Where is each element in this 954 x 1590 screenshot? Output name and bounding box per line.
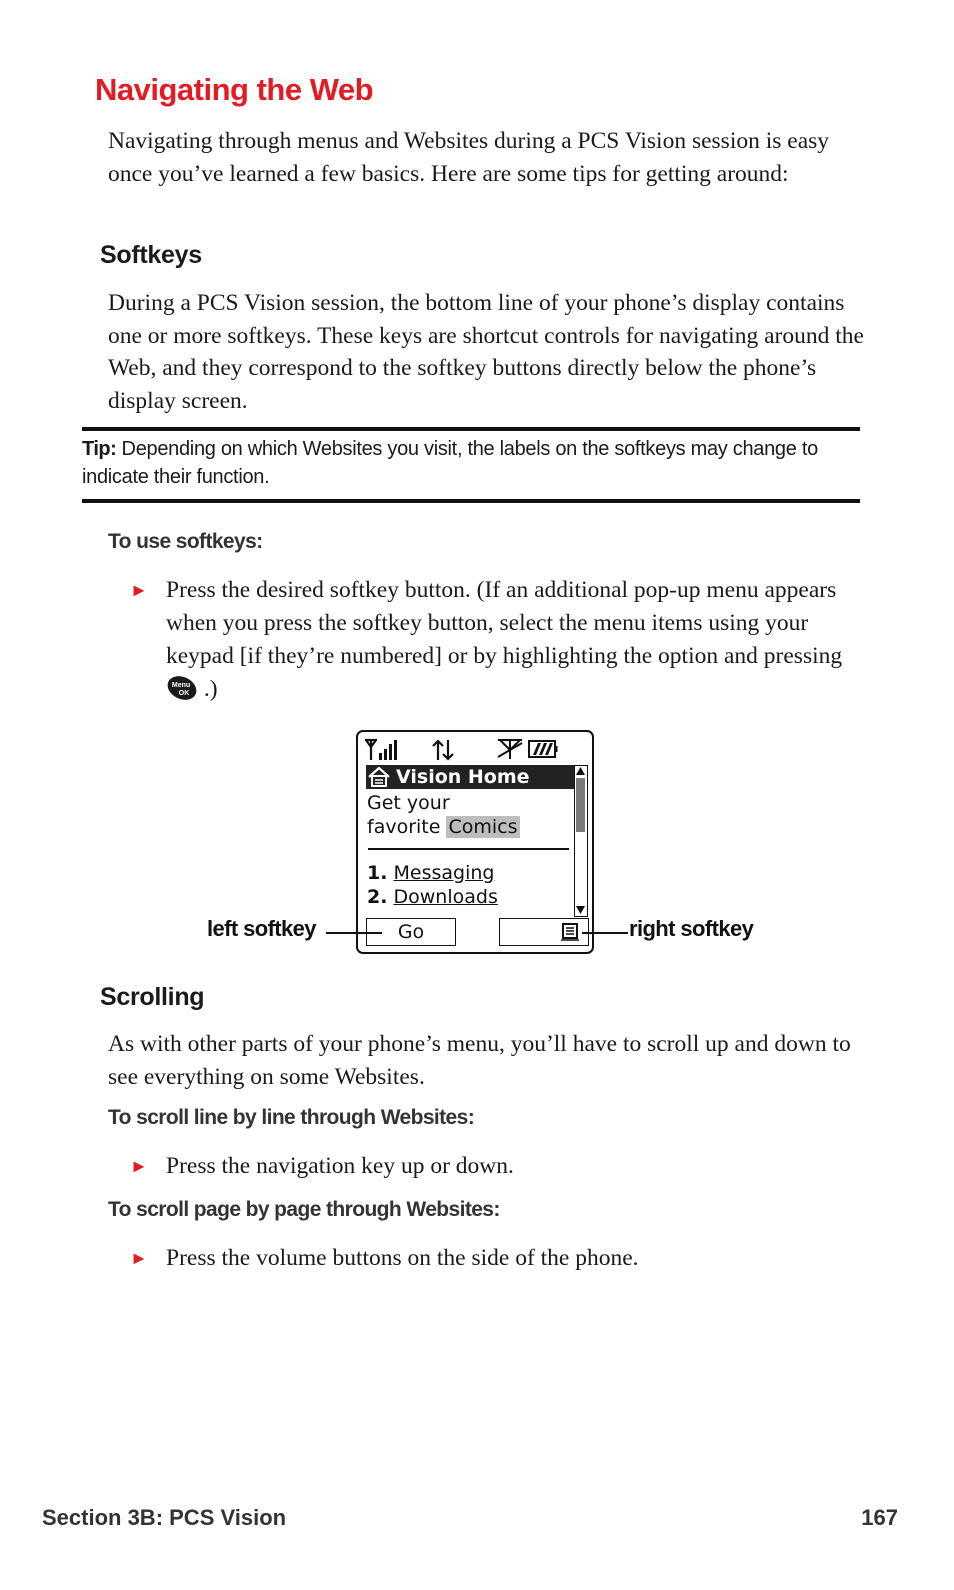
softkeys-paragraph: During a PCS Vision session, the bottom line of your phone’s display contains one or more softkeys. These keys are shortcut controls for navigating around the Web, and they correspond to the softkey buttons directly below the phone’s display screen. — [108, 290, 864, 414]
screen-line-2: favorite Comics — [367, 816, 518, 838]
left-callout-line — [326, 932, 382, 934]
scrollbar-thumb[interactable] — [576, 778, 585, 832]
scroll-line-bullet: ► Press the navigation key up or down. — [130, 1150, 860, 1183]
scrolling-heading: Scrolling — [100, 983, 205, 1011]
data-transfer-icon — [430, 738, 458, 762]
bullet-arrow-icon: ► — [130, 580, 148, 600]
bullet-text-end: .) — [198, 676, 218, 702]
menu-list-icon — [560, 923, 580, 941]
intro-paragraph: Navigating through menus and Websites during a PCS Vision session is easy once you’ve learned a few basics. Here are some tips for getting around: — [108, 128, 830, 187]
scroll-page-subhead: To scroll page by page through Websites: — [108, 1198, 500, 1221]
bullet-arrow-icon: ► — [130, 1248, 148, 1268]
scroll-up-arrow-icon[interactable] — [575, 766, 586, 776]
tip-box — [82, 427, 860, 503]
page-title: Navigating the Web — [95, 72, 374, 107]
signal-strength-icon — [364, 738, 398, 762]
scroll-line-subhead: To scroll line by line through Websites: — [108, 1106, 475, 1129]
scroll-down-arrow-icon[interactable] — [575, 905, 586, 915]
screen-line-1: Get your — [367, 792, 450, 814]
battery-icon — [528, 739, 558, 759]
footer-page-number: 167 — [861, 1505, 898, 1530]
left-softkey-button[interactable]: Go — [366, 918, 456, 946]
scrolling-paragraph: As with other parts of your phone’s menu, you’ll have to scroll up and down to see everything on some Websites. — [108, 1031, 851, 1090]
tip-label: Tip: — [82, 438, 117, 460]
right-softkey-callout: right softkey — [629, 916, 754, 941]
tip-text: Depending on which Websites you visit, the labels on the softkeys may change to indicate their function. — [82, 438, 818, 488]
connection-status-icon — [496, 737, 524, 761]
phone-screen — [356, 730, 594, 954]
softkeys-heading: Softkeys — [100, 241, 202, 269]
screen-scrollbar[interactable] — [574, 765, 588, 917]
use-softkeys-subhead: To use softkeys: — [108, 530, 263, 553]
comics-link[interactable]: Comics — [448, 816, 518, 838]
menu-item-downloads[interactable]: 2. Downloads — [367, 886, 498, 908]
screen-title: Vision Home — [396, 766, 530, 788]
screen-divider — [368, 848, 569, 850]
use-softkeys-bullet — [130, 574, 860, 706]
left-softkey-callout: left softkey — [207, 916, 316, 941]
right-callout-line — [582, 932, 628, 934]
menu-ok-top-text: Menu — [171, 682, 191, 689]
screen-title-bar — [366, 765, 575, 789]
footer-section: Section 3B: PCS Vision — [42, 1505, 287, 1530]
menu-item-messaging[interactable]: 1. Messaging — [367, 862, 495, 884]
scroll-page-bullet: ► Press the volume buttons on the side of the phone. — [130, 1242, 860, 1275]
bullet-arrow-icon: ► — [130, 1156, 148, 1176]
menu-ok-key-icon — [166, 676, 198, 700]
bullet-text: Press the desired softkey button. (If an additional pop-up menu appears when you press the softkey button, select the menu items using your keypad [if they’re numbered] or by highlighting the option and pressing — [166, 577, 843, 669]
menu-ok-bottom-text: OK — [178, 690, 190, 697]
right-softkey-button[interactable] — [499, 918, 589, 946]
home-icon — [368, 767, 390, 787]
